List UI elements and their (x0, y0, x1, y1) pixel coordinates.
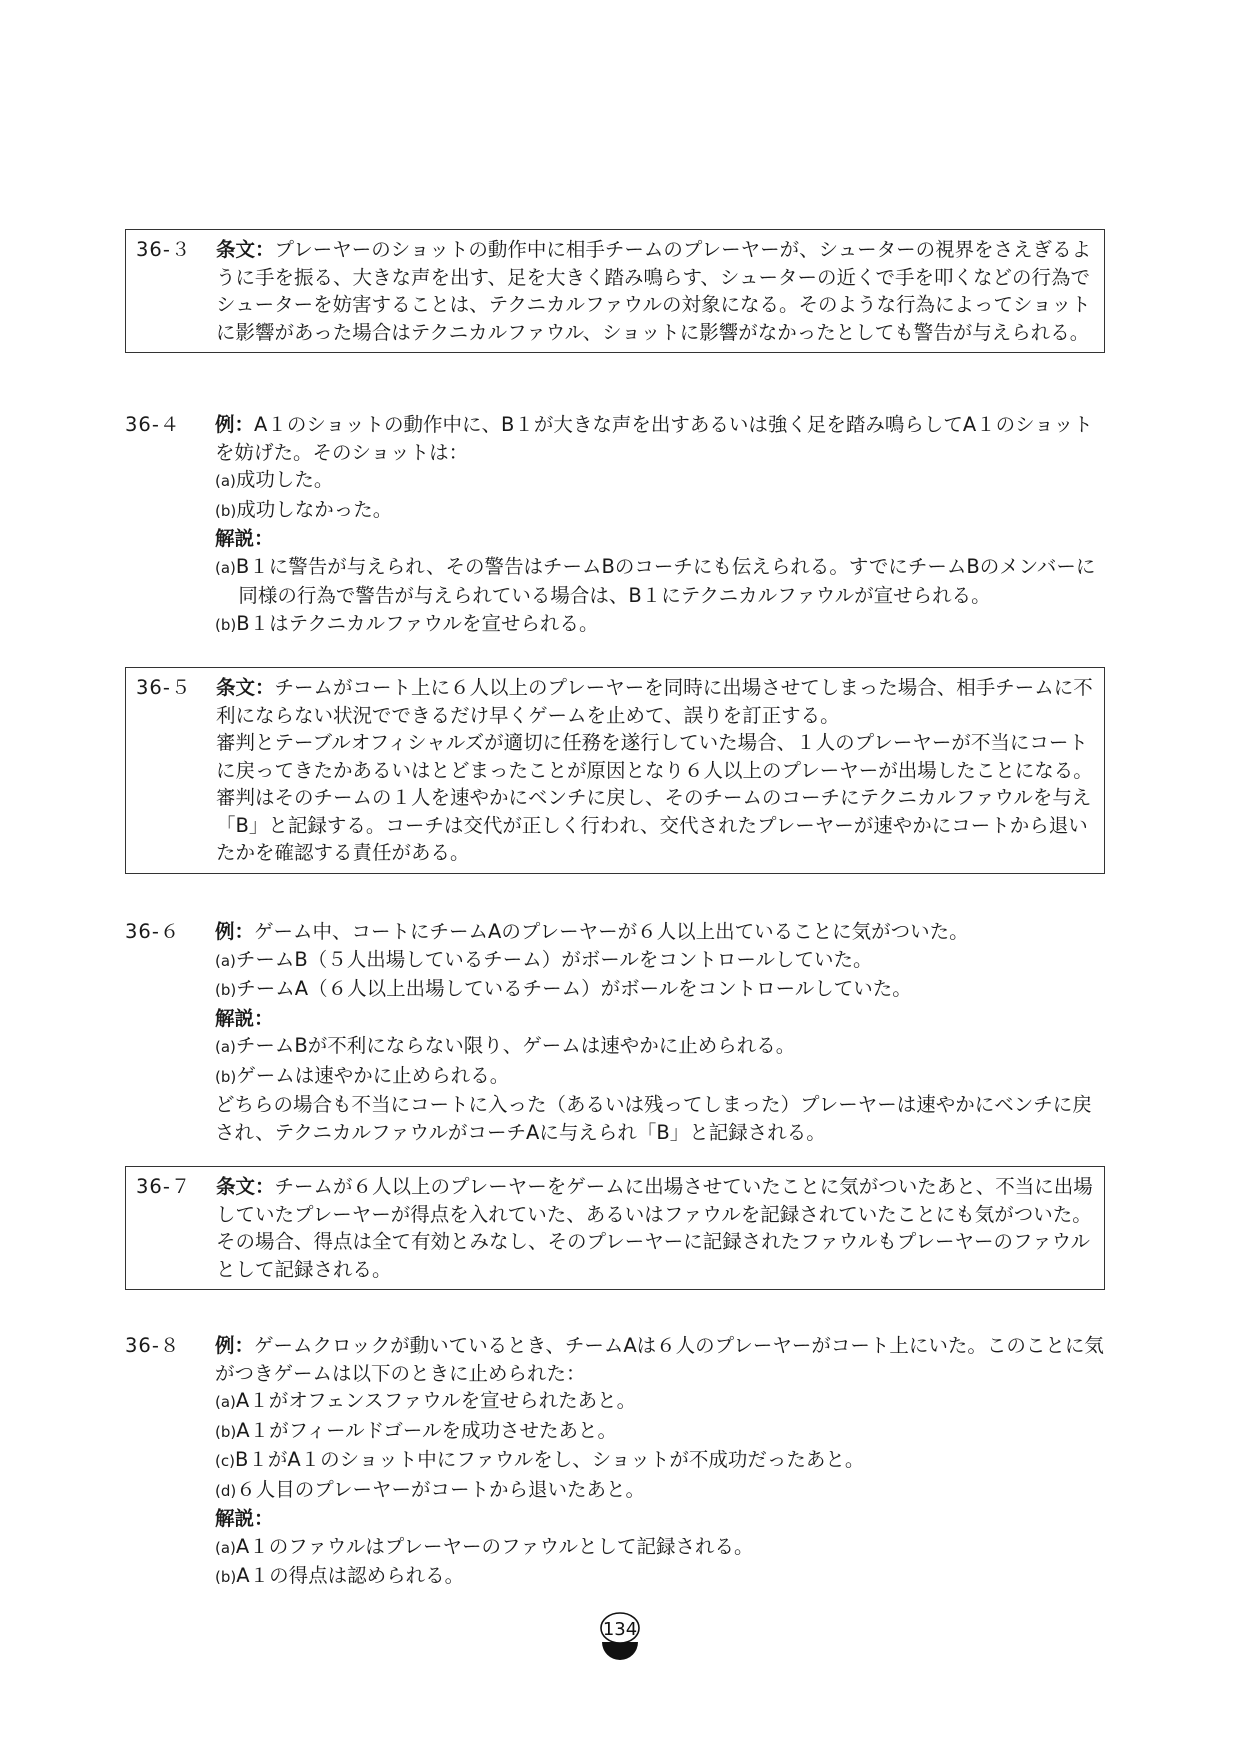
rule-text: プレーヤーのショットの動作中に相手チームのプレーヤーが、シューターの視界をさえぎるように手を振る、大きな声を出す、足を大きく踏み鳴らす、シューターの近くで手を叩くなどの行為でシューターを妨害することは、テクニカルファウルの対象になる。そのような行為によってショットに影響があった場合はテクニカルファウル、ショットに影響がなかったとしても警告が与えられる。 (216, 238, 1092, 344)
section-number: 36-７ (136, 1175, 192, 1198)
example-label: 例： (215, 920, 255, 943)
answer-label: 解説： (215, 1006, 274, 1030)
rule-label: 条文： (216, 676, 275, 699)
case-item: (b)チームA（６人以上出場しているチーム）がボールをコントロールしていた。 (215, 977, 912, 1000)
rule-label: 条文： (216, 1175, 275, 1198)
example-text: ゲーム中、コートにチームAのプレーヤーが６人以上出ていることに気がついた。 (254, 920, 969, 943)
answer-item: (a)A１のファウルはプレーヤーのファウルとして記録される。 (215, 1534, 754, 1558)
answer-item: (a)チームBが不利にならない限り、ゲームは速やかに止められる。 (215, 1034, 796, 1057)
example-text: A１のショットの動作中に、B１が大きな声を出すあるいは強く足を踏み鳴らしてA１のショットを妨げた。そのショットは： (215, 413, 1093, 464)
answer-item: (b)ゲームは速やかに止められる。 (215, 1063, 510, 1087)
page-number-badge (598, 1606, 642, 1676)
case-item: (d)６人目のプレーヤーがコートから退いたあと。 (215, 1477, 645, 1501)
case-item: (b)成功しなかった。 (215, 497, 393, 521)
example-36-8 (125, 1332, 1105, 1592)
rule-text: チームが６人以上のプレーヤーをゲームに出場させていたことに気がついたあと、不当に出場していたプレーヤーが得点を入れていた、あるいはファウルを記録されていたことにも気がついた。その場合、得点は全て有効とみなし、そのプレーヤーに記録されたファウルもプレーヤーのファウルとして記録される。 (216, 1175, 1093, 1281)
rule-box-36-7 (125, 1166, 1105, 1290)
example-36-4 (125, 411, 1105, 639)
rule-box-36-3 (125, 229, 1105, 353)
section-number: 36-４ (125, 413, 181, 436)
rule-text: チームがコート上に６人以上のプレーヤーを同時に出場させてしまった場合、相手チームに不利にならない状況でできるだけ早くゲームを止めて、誤りを訂正する。 (216, 676, 1093, 727)
case-item: (b)A１がフィールドゴールを成功させたあと。 (215, 1418, 617, 1442)
example-text: ゲームクロックが動いているとき、チームAは６人のプレーヤーがコート上にいた。このことに気がつきゲームは以下のときに止められた： (215, 1334, 1104, 1385)
answer-label: 解説： (215, 527, 274, 550)
rule-box-36-5 (125, 667, 1105, 874)
example-label: 例： (215, 413, 255, 436)
case-item: (a)成功した。 (215, 468, 334, 491)
answer-item: (b)A１の得点は認められる。 (215, 1564, 465, 1587)
case-item: (a)A１がオフェンスファウルを宣せられたあと。 (215, 1389, 637, 1412)
rule-label: 条文： (216, 238, 275, 261)
section-number: 36-５ (136, 676, 192, 699)
answer-note: どちらの場合も不当にコートに入った（あるいは残ってしまった）プレーヤーは速やかにベンチに戻され、テクニカルファウルがコーチAに与えられ「B」と記録される。 (215, 1093, 1092, 1144)
answer-item: (b)B１はテクニカルファウルを宣せられる。 (215, 611, 599, 635)
answer-label: 解説： (215, 1507, 274, 1530)
section-number: 36-８ (125, 1334, 181, 1357)
example-label: 例： (215, 1334, 255, 1357)
section-number: 36-３ (136, 238, 192, 261)
answer-item: (a)B１に警告が与えられ、その警告はチームBのコーチにも伝えられる。すでにチームBのメンバーに同様の行為で警告が与えられている場合は、B１にテクニカルファウルが宣せられる。 (215, 554, 1096, 607)
rule-text-2: 審判とテーブルオフィシャルズが適切に任務を遂行していた場合、１人のプレーヤーが不当にコートに戻ってきたかあるいはとどまったことが原因となり６人以上のプレーヤーが出場したことになる。審判はそのチームの１人を速やかにベンチに戻し、そのチームのコーチにテクニカルファウルを与え「B」と記録する。コーチは交代が正しく行われ、交代されたプレーヤーが速やかにコートから退いたかを確認する責任がある。 (216, 731, 1093, 864)
ball-half-icon (602, 1642, 638, 1660)
example-36-6 (125, 918, 1105, 1146)
case-item: (a)チームB（５人出場しているチーム）がボールをコントロールしていた。 (215, 947, 873, 971)
page-number: 134 (602, 1619, 638, 1640)
section-number: 36-６ (125, 920, 181, 943)
case-item: (c)B１がA１のショット中にファウルをし、ショットが不成功だったあと。 (215, 1448, 865, 1471)
